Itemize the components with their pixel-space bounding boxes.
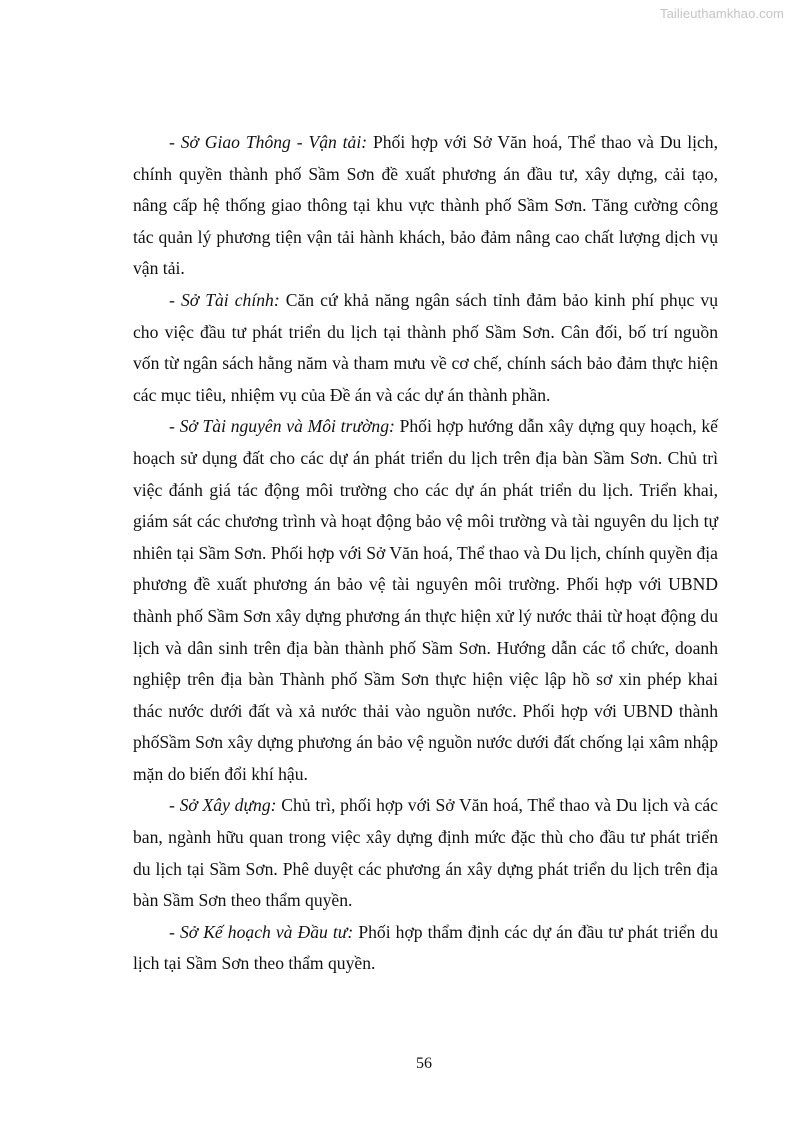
paragraph-lead: - [169, 795, 180, 816]
paragraph-lead: - [169, 416, 180, 437]
paragraph-planning-investment-department [133, 917, 718, 980]
paragraph-heading: Sở Xây dựng: [179, 795, 277, 816]
paragraph-body: Chủ trì, phối hợp với Sở Văn hoá, Thể thao và Du lịch và các ban, ngành hữu quan trong việc xây dựng định mức đặc thù cho đầu tư phát triển du lịch tại Sầm Sơn. Phê duyệt các phương án xây dựng phát triển du lịch trên địa bàn Sầm Sơn theo thẩm quyền. [133, 795, 718, 911]
paragraph-lead: - [169, 289, 181, 310]
paragraph-construction-department [133, 790, 718, 916]
paragraph-body: Phối hợp hướng dẫn xây dựng quy hoạch, kế hoạch sử dụng đất cho các dự án phát triển du lịch trên địa bàn Sầm Sơn. Chủ trì việc đánh giá tác động môi trường cho các dự án phát triển du lịch. Triển khai, giám sát các chương trình và hoạt động bảo vệ môi trường và tài nguyên du lịch tự nhiên tại Sầm Sơn. Phối hợp với Sở Văn hoá, Thể thao và Du lịch, chính quyền địa phương đề xuất phương án bảo vệ tài nguyên môi trường. Phối hợp với UBND thành phố Sầm Sơn xây dựng phương án thực hiện xử lý nước thải từ hoạt động du lịch và dân sinh trên địa bàn thành phố Sầm Sơn. Hướng dẫn các tổ chức, doanh nghiệp trên địa bàn Thành phố Sầm Sơn thực hiện việc lập hồ sơ xin phép khai thác nước dưới đất và xả nước thải vào nguồn nước. Phối hợp với UBND thành phốSầm Sơn xây dựng phương án bảo vệ nguồn nước dưới đất chống lại xâm nhập mặn do biến đổi khí hậu. [133, 416, 718, 784]
paragraph-lead: - [169, 921, 180, 942]
paragraph-heading: Sở Giao Thông - Vận tải: [180, 132, 368, 152]
paragraph-body: Căn cứ khả năng ngân sách tỉnh đảm bảo kinh phí phục vụ cho việc đầu tư phát triển du lịch tại thành phố Sầm Sơn. Cân đối, bố trí nguồn vốn từ ngân sách hằng năm và tham mưu về cơ chế, chính sách bảo đảm thực hiện các mục tiêu, nhiệm vụ của Đề án và các dự án thành phần. [133, 289, 718, 405]
paragraph-heading: Sở Tài nguyên và Môi trường: [179, 416, 395, 437]
watermark: Tailieuthamkhao.com [659, 6, 784, 21]
paragraph-heading: Sở Kế hoạch và Đầu tư: [179, 921, 354, 942]
paragraph-transport-department [133, 127, 718, 285]
paragraph-lead: - [169, 132, 181, 152]
paragraph-environment-department [133, 411, 718, 790]
page-number: 56 [416, 1055, 432, 1072]
paragraph-heading: Sở Tài chính: [180, 289, 280, 310]
paragraph-body: Phối hợp với Sở Văn hoá, Thể thao và Du lịch, chính quyền thành phố Sầm Sơn đề xuất phương án đầu tư, xây dựng, cải tạo, nâng cấp hệ thống giao thông tại khu vực thành phố Sầm Sơn. Tăng cường công tác quản lý phương tiện vận tải hành khách, bảo đảm nâng cao chất lượng dịch vụ vận tải. [133, 132, 718, 279]
paragraph-finance-department [133, 285, 718, 411]
document-body [133, 127, 718, 980]
paragraph-body: Phối hợp thẩm định các dự án đầu tư phát triển du lịch tại Sầm Sơn theo thẩm quyền. [133, 921, 718, 974]
